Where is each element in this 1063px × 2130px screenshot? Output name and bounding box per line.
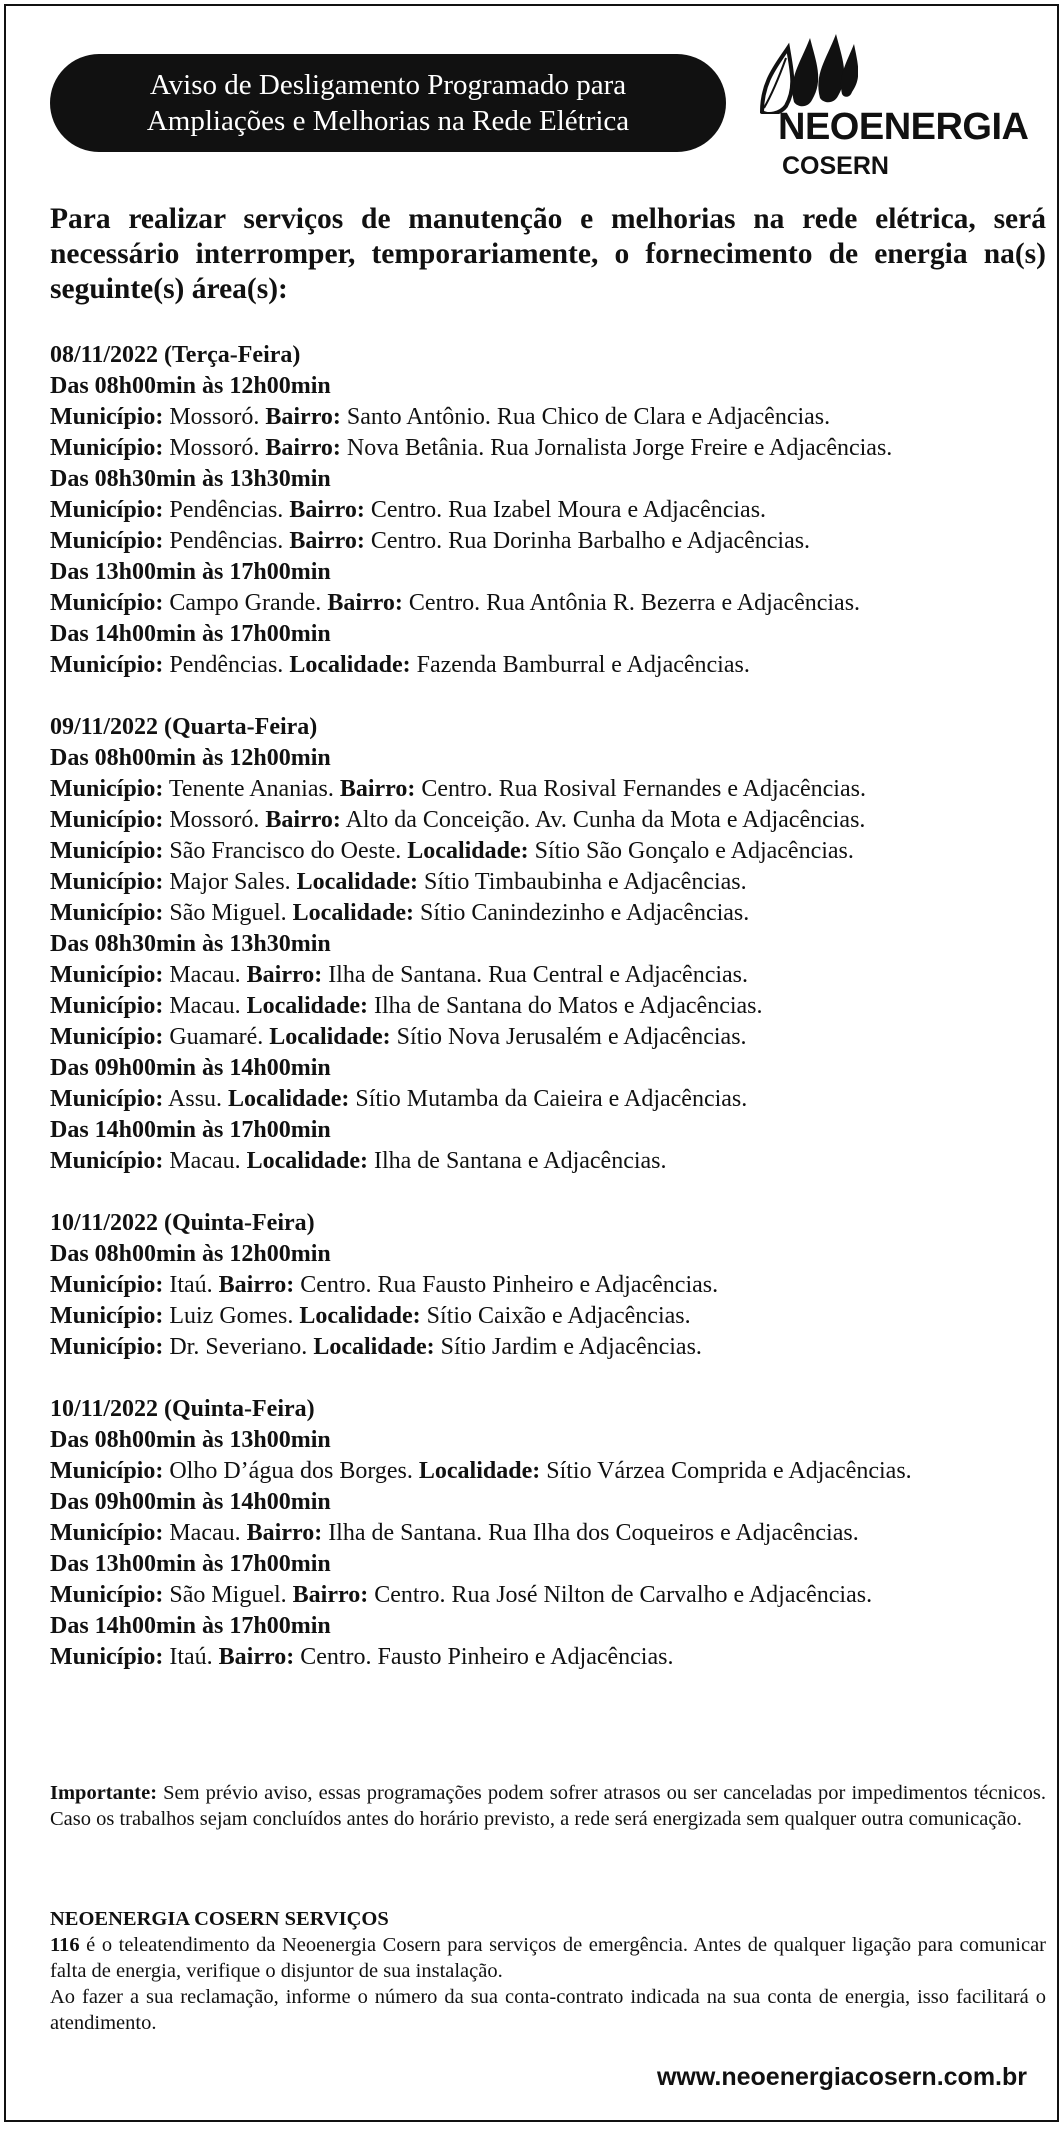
municipio-name: Assu. xyxy=(163,1086,229,1112)
municipio-label: Município: xyxy=(50,1272,164,1298)
municipio-name: Major Sales. xyxy=(163,869,297,895)
outage-entry xyxy=(50,1146,1046,1177)
important-text: Sem prévio aviso, essas programações podem sofrer atrasos ou ser canceladas por impedimentos técnicos. Caso os trabalhos sejam concluídos antes do horário previsto, a rede será energizada sem qualquer outra comunicação. xyxy=(50,1782,1046,1830)
day-block xyxy=(50,1394,1046,1673)
emergency-number: 116 xyxy=(50,1934,80,1956)
municipio-label: Município: xyxy=(50,962,164,988)
outage-entry xyxy=(50,1580,1046,1611)
municipio-name: Mossoró. xyxy=(163,807,266,833)
notice-title-banner xyxy=(50,54,726,152)
municipio-name: São Miguel. xyxy=(163,900,293,926)
municipio-name: Guamaré. xyxy=(163,1024,270,1050)
area-label: Localidade: xyxy=(296,869,418,895)
municipio-name: Macau. xyxy=(163,1148,247,1174)
services-line-2: Ao fazer a sua reclamação, informe o número da sua conta-contrato indicada na sua conta de energia, isso facilitará o atendimento. xyxy=(50,1986,1046,2034)
area-description: Ilha de Santana. Rua Central e Adjacências. xyxy=(322,962,749,988)
area-label: Bairro: xyxy=(218,1644,295,1670)
area-label: Bairro: xyxy=(218,1272,295,1298)
area-label: Bairro: xyxy=(292,1582,369,1608)
neoenergia-logo xyxy=(754,28,1044,188)
notice-title-line-1: Aviso de Desligamento Programado para xyxy=(149,69,627,101)
municipio-label: Município: xyxy=(50,1024,164,1050)
area-description: Nova Betânia. Rua Jornalista Jorge Freire e Adjacências. xyxy=(340,435,893,461)
notice-page xyxy=(4,4,1059,2122)
time-slot: Das 14h00min às 17h00min xyxy=(50,621,331,647)
time-slot: Das 08h00min às 12h00min xyxy=(50,1241,331,1267)
area-label: Localidade: xyxy=(246,1148,368,1174)
area-label: Localidade: xyxy=(313,1334,435,1360)
time-slot: Das 09h00min às 14h00min xyxy=(50,1489,331,1515)
day-title: 10/11/2022 (Quinta-Feira) xyxy=(50,1210,315,1236)
services-line-1 xyxy=(50,1932,1046,1984)
area-label: Localidade: xyxy=(269,1024,391,1050)
time-slot: Das 08h00min às 12h00min xyxy=(50,373,331,399)
municipio-label: Município: xyxy=(50,1334,164,1360)
municipio-label: Município: xyxy=(50,993,164,1019)
area-label: Localidade: xyxy=(407,838,529,864)
area-description: Sítio Caixão e Adjacências. xyxy=(420,1303,691,1329)
municipio-label: Município: xyxy=(50,497,164,523)
area-description: Sítio Timbaubinha e Adjacências. xyxy=(418,869,747,895)
area-label: Localidade: xyxy=(246,993,368,1019)
outage-entry xyxy=(50,805,1046,836)
area-description: Ilha de Santana. Rua Ilha dos Coqueiros e Adjacências. xyxy=(322,1520,859,1546)
municipio-label: Município: xyxy=(50,435,164,461)
area-description: Sítio São Gonçalo e Adjacências. xyxy=(528,838,854,864)
services-title: NEOENERGIA COSERN SERVIÇOS xyxy=(50,1908,389,1930)
outage-entry xyxy=(50,1518,1046,1549)
outage-entry xyxy=(50,1301,1046,1332)
website-link[interactable]: www.neoenergiacosern.com.br xyxy=(656,2063,1027,2091)
important-note xyxy=(50,1780,1046,1832)
outage-entry xyxy=(50,1270,1046,1301)
municipio-name: Luiz Gomes. xyxy=(163,1303,300,1329)
area-description: Fazenda Bamburral e Adjacências. xyxy=(410,652,750,678)
area-description: Sítio Canindezinho e Adjacências. xyxy=(414,900,750,926)
municipio-name: Olho D’água dos Borges. xyxy=(163,1458,419,1484)
municipio-label: Município: xyxy=(50,1086,164,1112)
municipio-label: Município: xyxy=(50,1644,164,1670)
time-slot: Das 08h30min às 13h30min xyxy=(50,466,331,492)
intro-paragraph: Para realizar serviços de manutenção e melhorias na rede elétrica, será necessário interromper, temporariamente, o fornecimento de energia na(s) seguinte(s) área(s): xyxy=(50,203,1046,305)
municipio-name: Tenente Ananias. xyxy=(163,776,340,802)
day-title: 09/11/2022 (Quarta-Feira) xyxy=(50,714,318,740)
municipio-name: Macau. xyxy=(163,993,247,1019)
notice-title-line-2: Ampliações e Melhorias na Rede Elétrica xyxy=(146,105,630,137)
area-description: Ilha de Santana do Matos e Adjacências. xyxy=(367,993,763,1019)
leaf-drops-icon xyxy=(758,28,858,114)
municipio-label: Município: xyxy=(50,1520,164,1546)
day-block xyxy=(50,340,1046,681)
area-description: Centro. Rua Dorinha Barbalho e Adjacências. xyxy=(364,528,811,554)
municipio-name: Itaú. xyxy=(163,1644,219,1670)
area-description: Alto da Conceição. Av. Cunha da Mota e Adjacências. xyxy=(340,807,866,833)
municipio-label: Município: xyxy=(50,807,164,833)
time-slot: Das 13h00min às 17h00min xyxy=(50,559,331,585)
schedule-list xyxy=(50,340,1046,1704)
day-title: 10/11/2022 (Quinta-Feira) xyxy=(50,1396,315,1422)
time-slot: Das 13h00min às 17h00min xyxy=(50,1551,331,1577)
area-label: Localidade: xyxy=(228,1086,350,1112)
area-label: Bairro: xyxy=(265,435,341,461)
outage-entry xyxy=(50,402,1046,433)
municipio-label: Município: xyxy=(50,900,164,926)
area-label: Bairro: xyxy=(265,404,341,430)
time-slot: Das 14h00min às 17h00min xyxy=(50,1613,331,1639)
area-label: Bairro: xyxy=(246,1520,323,1546)
time-slot: Das 14h00min às 17h00min xyxy=(50,1117,331,1143)
municipio-label: Município: xyxy=(50,838,164,864)
municipio-label: Município: xyxy=(50,404,164,430)
municipio-label: Município: xyxy=(50,1458,164,1484)
outage-entry xyxy=(50,588,1046,619)
outage-entry xyxy=(50,867,1046,898)
area-label: Localidade: xyxy=(418,1458,541,1484)
time-slot: Das 08h30min às 13h30min xyxy=(50,931,331,957)
municipio-name: São Miguel. xyxy=(163,1582,293,1608)
municipio-label: Município: xyxy=(50,1582,164,1608)
outage-entry xyxy=(50,433,1046,464)
area-label: Bairro: xyxy=(246,962,323,988)
outage-entry xyxy=(50,1456,1046,1487)
municipio-label: Município: xyxy=(50,869,164,895)
area-description: Ilha de Santana e Adjacências. xyxy=(367,1148,667,1174)
outage-entry xyxy=(50,495,1046,526)
municipio-name: Macau. xyxy=(163,1520,247,1546)
area-description: Centro. Rua Fausto Pinheiro e Adjacências. xyxy=(294,1272,719,1298)
municipio-name: Macau. xyxy=(163,962,247,988)
day-block xyxy=(50,1208,1046,1363)
area-description: Centro. Rua Rosival Fernandes e Adjacências. xyxy=(415,776,866,802)
area-description: Sítio Mutamba da Caieira e Adjacências. xyxy=(349,1086,748,1112)
municipio-name: Dr. Severiano. xyxy=(163,1334,314,1360)
municipio-label: Município: xyxy=(50,590,164,616)
outage-entry xyxy=(50,991,1046,1022)
logo-name: NEOENERGIA xyxy=(778,106,1029,148)
area-label: Bairro: xyxy=(327,590,403,616)
municipio-name: Campo Grande. xyxy=(163,590,328,616)
important-label: Importante: xyxy=(50,1782,158,1804)
services-line-1-text: é o teleatendimento da Neoenergia Cosern para serviços de emergência. Antes de qualquer ligação para comunicar falta de energia, verifique o disjuntor de sua instalação. xyxy=(50,1934,1046,1982)
time-slot: Das 08h00min às 13h00min xyxy=(50,1427,331,1453)
area-description: Sítio Várzea Comprida e Adjacências. xyxy=(540,1458,912,1484)
municipio-name: Pendências. xyxy=(163,497,290,523)
day-title: 08/11/2022 (Terça-Feira) xyxy=(50,342,301,368)
day-block xyxy=(50,712,1046,1177)
municipio-label: Município: xyxy=(50,528,164,554)
area-description: Centro. Rua Antônia R. Bezerra e Adjacências. xyxy=(402,590,861,616)
municipio-label: Município: xyxy=(50,652,164,678)
area-description: Centro. Rua José Nilton de Carvalho e Adjacências. xyxy=(368,1582,873,1608)
municipio-name: Mossoró. xyxy=(163,435,266,461)
municipio-label: Município: xyxy=(50,1303,164,1329)
area-label: Localidade: xyxy=(289,652,411,678)
municipio-name: Pendências. xyxy=(163,652,290,678)
area-description: Santo Antônio. Rua Chico de Clara e Adjacências. xyxy=(340,404,831,430)
municipio-name: Itaú. xyxy=(163,1272,219,1298)
area-label: Localidade: xyxy=(292,900,415,926)
outage-entry xyxy=(50,1642,1046,1673)
outage-entry xyxy=(50,774,1046,805)
area-label: Bairro: xyxy=(289,497,365,523)
area-description: Centro. Fausto Pinheiro e Adjacências. xyxy=(294,1644,674,1670)
time-slot: Das 09h00min às 14h00min xyxy=(50,1055,331,1081)
outage-entry xyxy=(50,1332,1046,1363)
municipio-name: São Francisco do Oeste. xyxy=(163,838,408,864)
area-label: Localidade: xyxy=(299,1303,421,1329)
outage-entry xyxy=(50,526,1046,557)
municipio-label: Município: xyxy=(50,776,164,802)
area-description: Centro. Rua Izabel Moura e Adjacências. xyxy=(364,497,767,523)
municipio-name: Pendências. xyxy=(163,528,290,554)
outage-entry xyxy=(50,650,1046,681)
outage-entry xyxy=(50,1022,1046,1053)
time-slot: Das 08h00min às 12h00min xyxy=(50,745,331,771)
area-description: Sítio Jardim e Adjacências. xyxy=(434,1334,702,1360)
municipio-label: Município: xyxy=(50,1148,164,1174)
logo-subtitle: COSERN xyxy=(782,152,889,180)
area-label: Bairro: xyxy=(339,776,416,802)
outage-entry xyxy=(50,836,1046,867)
outage-entry xyxy=(50,1084,1046,1115)
area-description: Sítio Nova Jerusalém e Adjacências. xyxy=(390,1024,747,1050)
services-note xyxy=(50,1906,1046,2036)
outage-entry xyxy=(50,898,1046,929)
area-label: Bairro: xyxy=(265,807,341,833)
municipio-name: Mossoró. xyxy=(163,404,266,430)
area-label: Bairro: xyxy=(289,528,365,554)
outage-entry xyxy=(50,960,1046,991)
